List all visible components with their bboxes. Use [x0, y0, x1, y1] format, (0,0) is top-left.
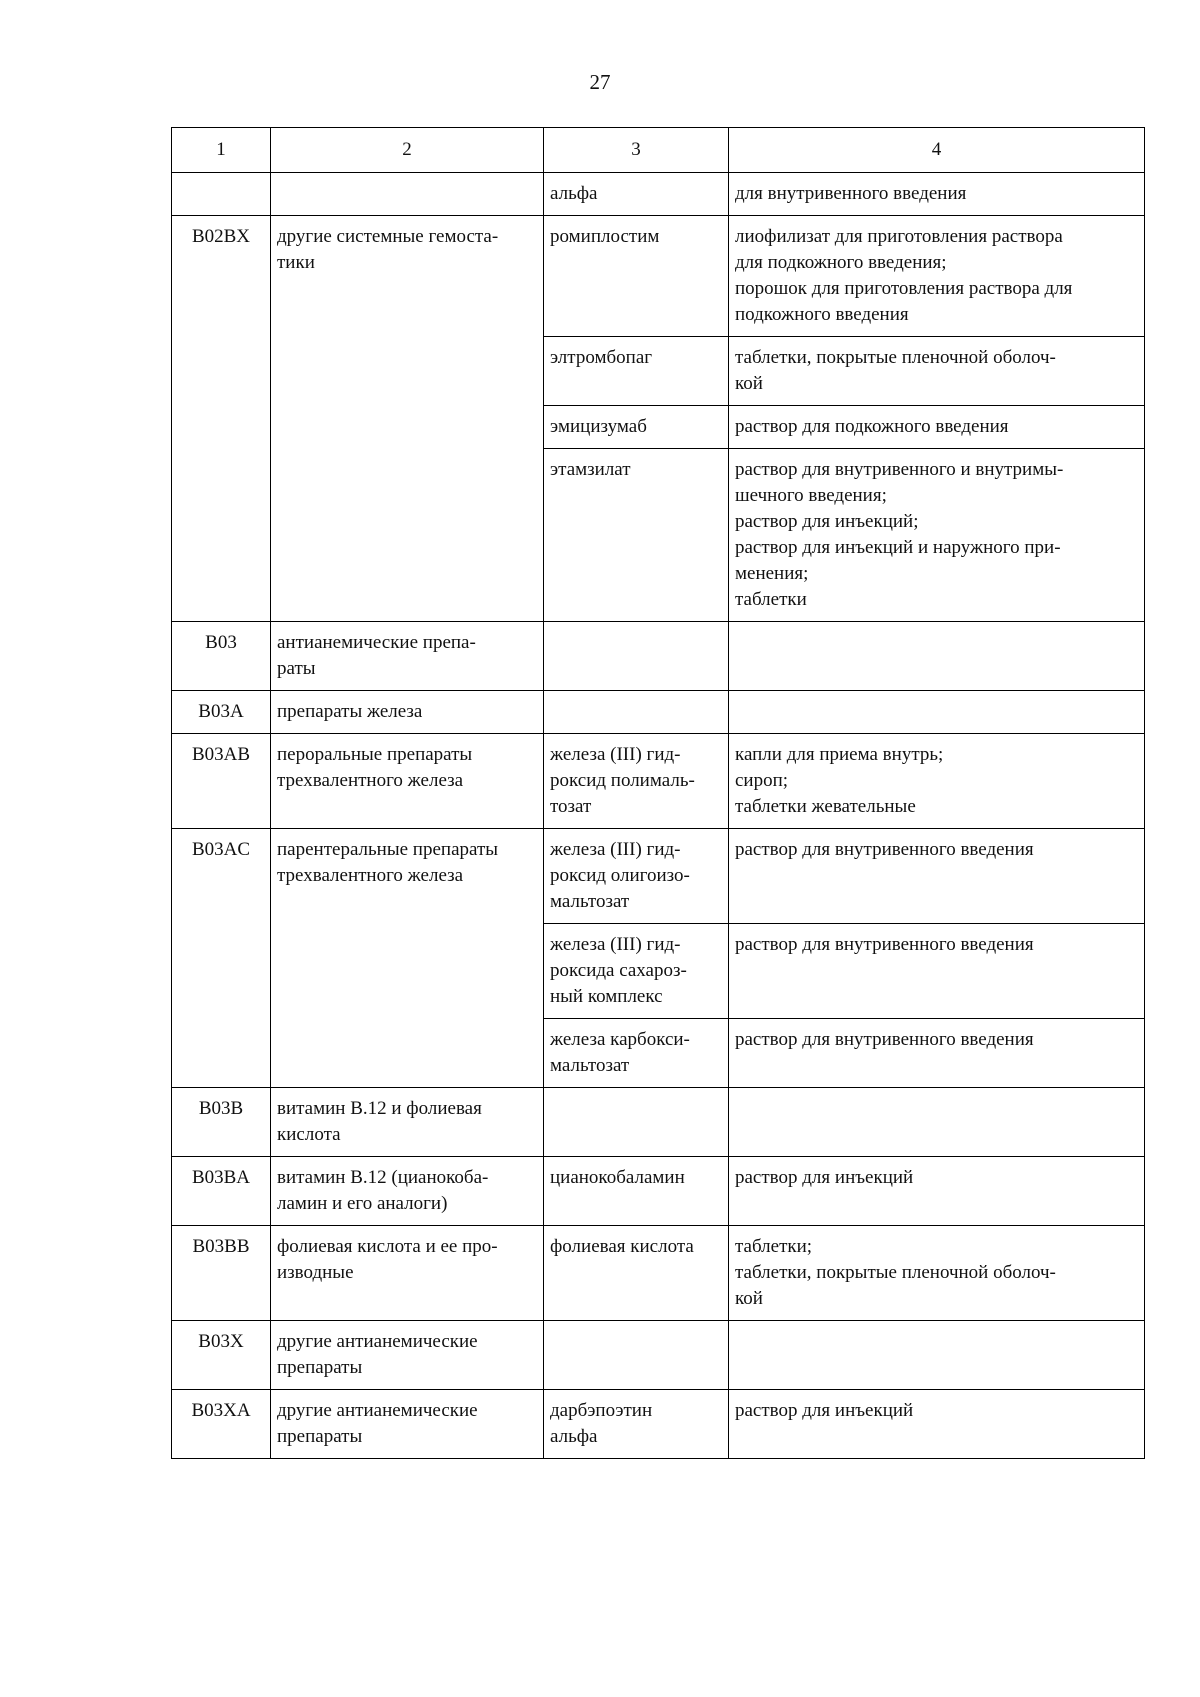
- form-cell: раствор для внутривенного введения: [729, 829, 1145, 924]
- inn-cell: железа (III) гид- роксид олигоизо- мальтозат: [544, 829, 729, 924]
- form-cell: таблетки; таблетки, покрытые пленочной оболоч- кой: [729, 1226, 1145, 1321]
- header-col-1: 1: [172, 128, 271, 173]
- atc-code-cell: B03BB: [172, 1226, 271, 1321]
- atc-code-cell: B03: [172, 622, 271, 691]
- inn-cell: цианокобаламин: [544, 1157, 729, 1226]
- inn-cell: дарбэпоэтин альфа: [544, 1390, 729, 1459]
- table-row: [172, 1157, 1145, 1226]
- group-cell: [271, 173, 544, 216]
- form-cell: раствор для подкожного введения: [729, 406, 1145, 449]
- inn-cell: [544, 1321, 729, 1390]
- group-cell: пероральные препараты трехвалентного железа: [271, 734, 544, 829]
- inn-cell: железа (III) гид- роксид полималь- тозат: [544, 734, 729, 829]
- atc-code-cell: [172, 173, 271, 216]
- group-cell: фолиевая кислота и ее про- изводные: [271, 1226, 544, 1321]
- atc-code-cell: B02BX: [172, 216, 271, 622]
- inn-cell: элтромбопаг: [544, 337, 729, 406]
- form-cell: раствор для внутривенного введения: [729, 924, 1145, 1019]
- atc-code-cell: B03AC: [172, 829, 271, 1088]
- inn-cell: фолиевая кислота: [544, 1226, 729, 1321]
- inn-cell: этамзилат: [544, 449, 729, 622]
- page-number: 27: [589, 70, 611, 94]
- atc-code-cell: B03A: [172, 691, 271, 734]
- form-cell: таблетки, покрытые пленочной оболоч- кой: [729, 337, 1145, 406]
- table-row: [172, 1390, 1145, 1459]
- table-row: [172, 691, 1145, 734]
- form-cell: раствор для внутривенного и внутримы- шечного введения; раствор для инъекций; раствор для инъекций и наружного при- менения; таблетки: [729, 449, 1145, 622]
- atc-code-cell: B03BA: [172, 1157, 271, 1226]
- form-cell: [729, 1088, 1145, 1157]
- table-row: [172, 216, 1145, 337]
- header-col-4: 4: [729, 128, 1145, 173]
- atc-code-cell: B03X: [172, 1321, 271, 1390]
- group-cell: витамин В.12 (цианокоба- ламин и его аналоги): [271, 1157, 544, 1226]
- form-cell: лиофилизат для приготовления раствора для подкожного введения; порошок для приготовления раствора для подкожного введения: [729, 216, 1145, 337]
- atc-code-cell: B03XA: [172, 1390, 271, 1459]
- table-row: [172, 829, 1145, 924]
- table-row: [172, 734, 1145, 829]
- group-cell: препараты железа: [271, 691, 544, 734]
- inn-cell: [544, 691, 729, 734]
- atc-code-cell: B03B: [172, 1088, 271, 1157]
- inn-cell: альфа: [544, 173, 729, 216]
- inn-cell: эмицизумаб: [544, 406, 729, 449]
- form-cell: раствор для инъекций: [729, 1390, 1145, 1459]
- form-cell: раствор для инъекций: [729, 1157, 1145, 1226]
- table-row: [172, 1226, 1145, 1321]
- header-col-3: 3: [544, 128, 729, 173]
- group-cell: другие системные гемоста- тики: [271, 216, 544, 622]
- form-cell: [729, 1321, 1145, 1390]
- table-row: [172, 622, 1145, 691]
- header-col-2: 2: [271, 128, 544, 173]
- form-cell: раствор для внутривенного введения: [729, 1019, 1145, 1088]
- atc-code-cell: B03AB: [172, 734, 271, 829]
- table-row: [172, 1321, 1145, 1390]
- form-cell: капли для приема внутрь; сироп; таблетки жевательные: [729, 734, 1145, 829]
- form-cell: [729, 691, 1145, 734]
- inn-cell: ромиплостим: [544, 216, 729, 337]
- inn-cell: железа карбокси- мальтозат: [544, 1019, 729, 1088]
- inn-cell: железа (III) гид- роксида сахароз- ный комплекс: [544, 924, 729, 1019]
- group-cell: антианемические препа- раты: [271, 622, 544, 691]
- group-cell: парентеральные препараты трехвалентного железа: [271, 829, 544, 1088]
- form-cell: для внутривенного введения: [729, 173, 1145, 216]
- form-cell: [729, 622, 1145, 691]
- group-cell: другие антианемические препараты: [271, 1390, 544, 1459]
- drug-table: [171, 127, 1145, 1459]
- inn-cell: [544, 622, 729, 691]
- header-row: [172, 128, 1145, 173]
- table-row: [172, 173, 1145, 216]
- group-cell: витамин В.12 и фолиевая кислота: [271, 1088, 544, 1157]
- group-cell: другие антианемические препараты: [271, 1321, 544, 1390]
- table-row: [172, 1088, 1145, 1157]
- inn-cell: [544, 1088, 729, 1157]
